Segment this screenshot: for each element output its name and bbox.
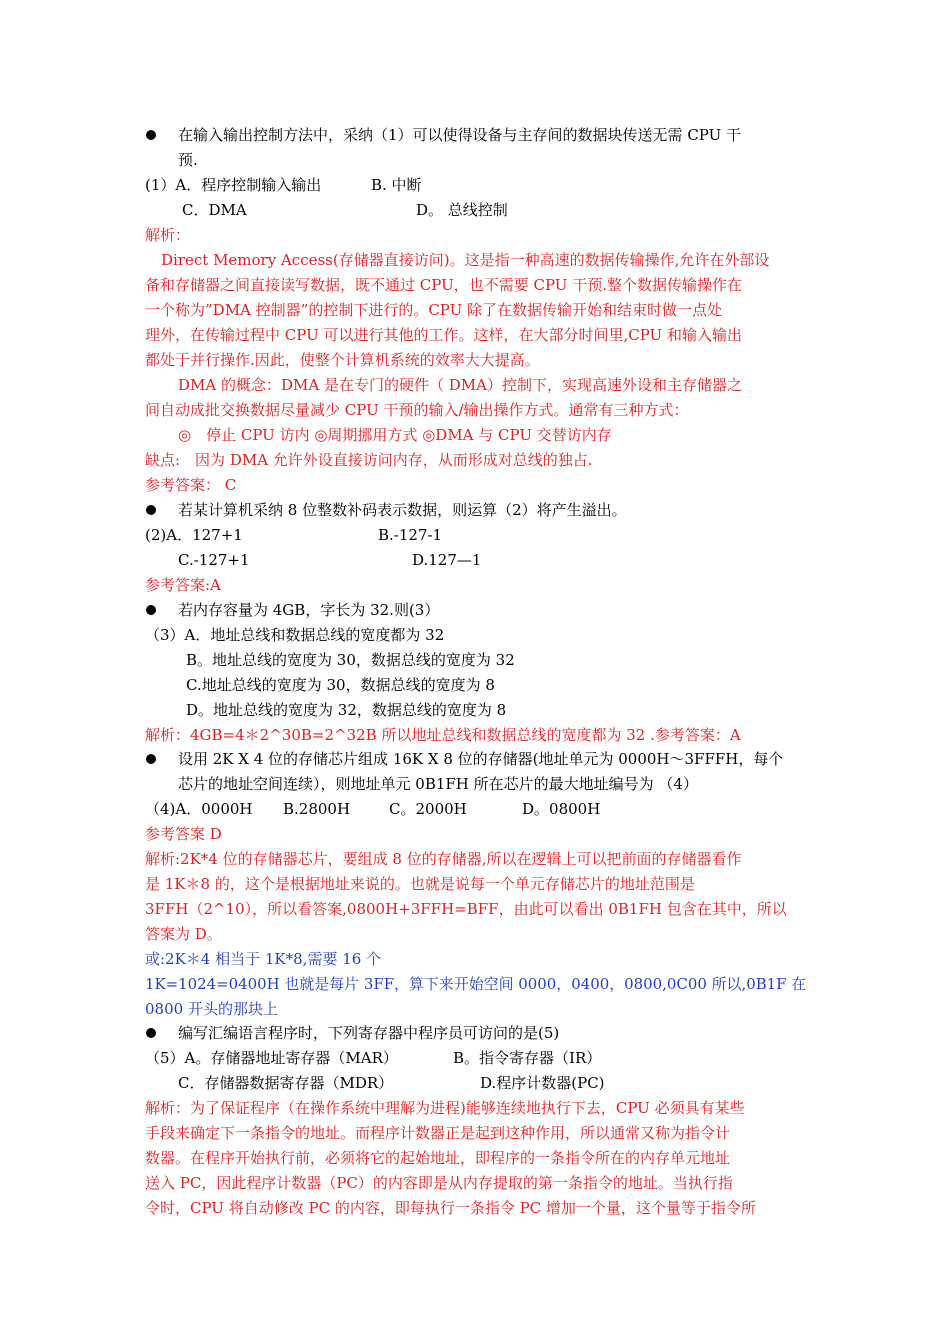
q5-analysis-line: 送入 PC，因此程序计数器（PC）的内容即是从内存提取的第一条指令的地址。当执行指 [145,1174,733,1192]
q2-text: 若某计算机采纳 8 位整数补码表示数据，则运算（2）将产生溢出。 [178,501,627,519]
q4-analysis-line: 3FFH（2^10），所以看答案,0800H+3FFH=BFF，由此可以看出 0B1FH 包含在其中，所以 [145,900,787,918]
q3-analysis: 解析：4GB=4＊2^30B=2^32B 所以地址总线和数据总线的宽度都为 32 .参考答案：A [145,726,741,744]
q1-analysis-line: 都处于并行操作.因此，使整个计算机系统的效率大大提高。 [145,351,540,369]
q4-alt-line: 0800 开头的那块上 [145,1000,278,1018]
q4-analysis-line: 解析:2K*4 位的存储器芯片，要组成 8 位的存储器,所以在逻辑上可以把前面的存储器看作 [145,850,742,868]
q2-option-b: B.-127-1 [378,526,443,544]
bullet-icon [146,1028,156,1038]
q1-analysis-line: 缺点: 因为 DMA 允许外设直接访问内存，从而形成对总线的独占. [145,451,593,469]
q4-alt-line: 或:2K＊4 相当于 1K*8,需要 16 个 [145,950,382,968]
q3-option-b: B。地址总线的宽度为 30，数据总线的宽度为 32 [186,651,515,669]
q4-text-line1: 设用 2K X 4 位的存储芯片组成 16K X 8 位的存储器(地址单元为 0000H～3FFFH，每个 [178,750,784,768]
q4-text-line2: 芯片的地址空间连续），则地址单元 0B1FH 所在芯片的最大地址编号为 （4） [178,775,698,793]
q5-analysis-line: 令时，CPU 将自动修改 PC 的内容，即每执行一条指令 PC 增加一个量，这个量等于指令所 [145,1199,756,1217]
q5-option-b: B。指令寄存器（IR） [453,1049,602,1067]
q1-analysis-line: 理外，在传输过程中 CPU 可以进行其他的工作。这样，在大部分时间里,CPU 和输入输出 [145,326,742,344]
q4-analysis-line: 是 1K＊8 的，这个是根据地址来说的。也就是说每一个单元存储芯片的地址范围是 [145,875,695,893]
q1-answer: 参考答案： C [145,476,237,494]
q5-option-d: D.程序计数器(PC) [480,1074,605,1092]
bullet-icon [146,505,156,515]
q3-option-d: D。地址总线的宽度为 32，数据总线的宽度为 8 [186,701,507,719]
q1-analysis-line: Direct Memory Access(存储器直接访问)。这是指一种高速的数据传输操作,允许在外部设 [161,251,770,269]
bullet-icon [146,754,156,764]
q5-text: 编写汇编语言程序时，下列寄存器中程序员可访问的是(5) [178,1024,560,1042]
q3-option-a: （3）A．地址总线和数据总线的宽度都为 32 [145,626,445,644]
q1-analysis-label: 解析： [145,226,191,244]
q1-option-c: C．DMA [182,201,247,219]
q5-analysis-line: 手段来确定下一条指令的地址。而程序计数器正是起到这种作用，所以通常又称为指令计 [145,1124,731,1142]
q3-text: 若内存容量为 4GB，字长为 32.则(3） [178,601,440,619]
q2-option-d: D.127—1 [412,551,482,569]
q1-option-b: B. 中断 [371,176,422,194]
q4-option-a: （4)A．0000H [145,800,253,818]
q1-analysis-line: 备和存储器之间直接读写数据，既不通过 CPU，也不需要 CPU 干预.整个数据传输操作在 [145,276,742,294]
q5-analysis-line: 解析：为了保证程序（在操作系统中理解为进程)能够连续地执行下去，CPU 必须具有某些 [145,1099,745,1117]
q5-option-c: C．存储器数据寄存器（MDR） [178,1074,394,1092]
q1-text-line2: 预. [178,151,198,169]
q1-analysis-line: 一个称为”DMA 控制器”的控制下进行的。CPU 除了在数据传输开始和结束时做一点处 [145,301,723,319]
q1-option-d: D。 总线控制 [416,201,508,219]
q4-alt-line: 1K=1024=0400H 也就是每片 3FF，算下来开始空间 0000，0400，0800,0C00 所以,0B1F 在 [145,975,807,993]
bullet-icon [146,130,156,140]
q4-analysis-line: 答案为 D。 [145,925,222,943]
q1-analysis-line: ◎ 停止 CPU 访内 ◎周期挪用方式 ◎DMA 与 CPU 交替访内存 [178,426,612,444]
q1-analysis-line: DMA 的概念：DMA 是在专门的硬件（ DMA）控制下，实现高速外设和主存储器之 [178,376,742,394]
q5-analysis-line: 数器。在程序开始执行前，必须将它的起始地址，即程序的一条指令所在的内存单元地址 [145,1149,731,1167]
q4-option-b: B.2800H [283,800,351,818]
q5-option-a: （5）A。存储器地址寄存器（MAR） [145,1049,398,1067]
q4-option-d: D。0800H [522,800,601,818]
q2-option-c: C.-127+1 [178,551,250,569]
bullet-icon [146,605,156,615]
q1-text-line1: 在输入输出控制方法中，采纳（1）可以使得设备与主存间的数据块传送无需 CPU 干 [178,126,742,144]
q2-answer: 参考答案:A [145,576,221,594]
q1-analysis-line: 间自动成批交换数据尽量减少 CPU 干预的输入/输出操作方式。通常有三种方式： [145,401,689,419]
q1-option-a: (1）A．程序控制输入输出 [145,176,322,194]
q4-option-c: C。2000H [389,800,467,818]
q4-answer: 参考答案 D [145,825,222,843]
q2-option-a: (2)A．127+1 [145,526,243,544]
q3-option-c: C.地址总线的宽度为 30，数据总线的宽度为 8 [186,676,495,694]
